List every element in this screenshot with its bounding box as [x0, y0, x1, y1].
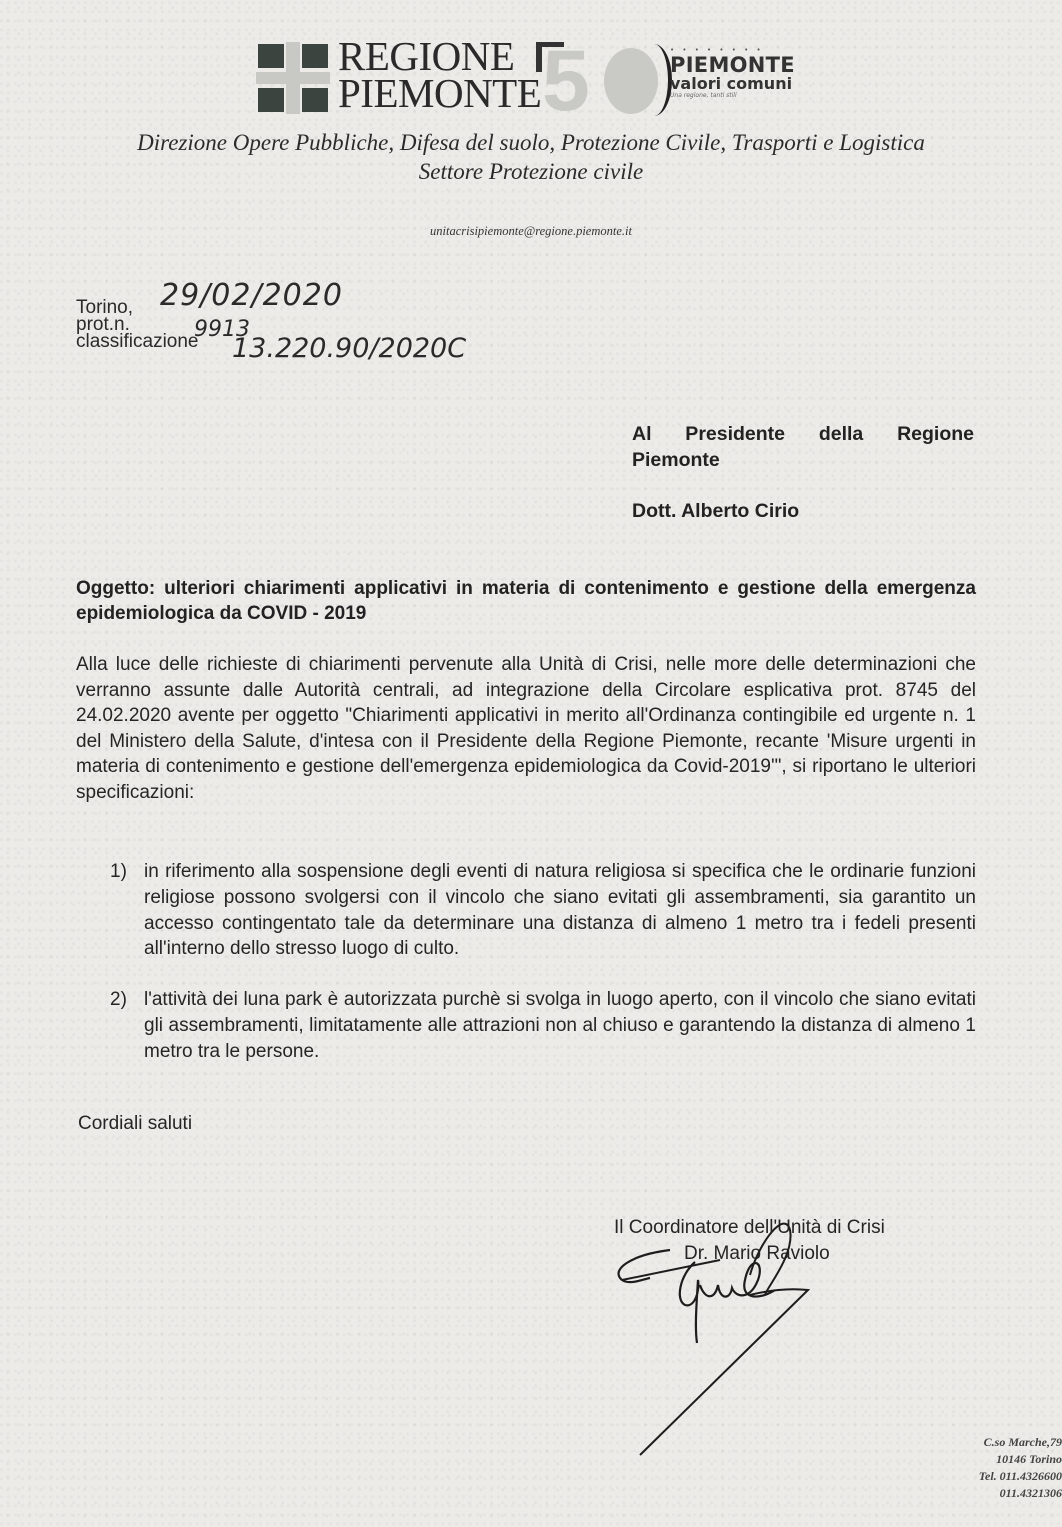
sector-name: Settore Protezione civile — [418, 159, 644, 184]
logo-line-1: REGIONE — [338, 33, 515, 79]
list-item-text: l'attività dei luna park è autorizzata purchè si svolga in luogo aperto, con il vincolo che siano evitati gli assembramenti, limitatamente alle attrazioni non al chiuso e garantendo la distanza di almeno 1 metro tra le persone. — [144, 989, 976, 1062]
anniversary-logo-text — [670, 46, 795, 99]
body-intro-paragraph: Alla luce delle richieste di chiarimenti pervenute alla Unità di Crisi, nelle more delle determinazioni che verranno assunte dalle Autorità centrali, ad integrazione della Circolare esplicativa prot. 8745 del 24.02.2020 avente per oggetto "Chiarimenti applicativi in merito all'Ordinanza contingibile ed urgente n. 1 del Ministero della Salute, d'intesa con il Presidente della Regione Piemonte, recante 'Misure urgenti in materia di contenimento e gestione dell'emergenza epidemiologica da Covid-2019'", si riportano le ulteriori specificazioni: — [76, 654, 976, 803]
regione-piemonte-logo-text — [338, 33, 542, 116]
signer-block — [614, 1215, 885, 1267]
address-city: 10146 Torino — [996, 1452, 1062, 1466]
list-item-text: in riferimento alla sospensione degli eventi di natura religiosa si specifica che le ordinarie funzioni religiose possono svolgersi con il vincolo che siano evitati gli assembramenti, sia garantito un accesso contingentato tale da determinare una distanza di almeno 1 metro tra i fedeli presenti all'interno dello stresso luogo di culto. — [144, 861, 976, 960]
handwritten-protocol-number: 9913 — [194, 317, 250, 342]
logo-line-2: PIEMONTE — [338, 70, 542, 116]
handwritten-date: 29/02/2020 — [160, 278, 343, 313]
contact-email[interactable]: unitacrisipiemonte@regione.piemonte.it — [430, 224, 632, 238]
anniversary-number: 5 — [542, 33, 590, 129]
addressee-title: Al Presidente della Regione Piemonte — [632, 423, 974, 471]
letterhead-department — [0, 128, 1062, 186]
anniversary-bracket — [536, 42, 564, 72]
anniversary-50-logo-icon — [536, 33, 666, 129]
department-name: Direzione Opere Pubbliche, Difesa del suolo, Protezione Civile, Trasporti e Logistica — [137, 130, 925, 155]
addressee-name: Dott. Alberto Cirio — [632, 500, 800, 522]
place-label: Torino, — [76, 297, 134, 318]
signer-role: Il Coordinatore dell'Unità di Crisi — [614, 1217, 885, 1238]
list-item-number: 2) — [110, 989, 127, 1010]
handwritten-classification: 13.220.90/2020C — [232, 333, 467, 364]
anniversary-paren — [636, 44, 672, 116]
closing-salutation: Cordiali saluti — [78, 1113, 193, 1134]
protocol-label: prot.n. — [76, 314, 130, 335]
anniversary-subtitle: valori comuni — [670, 74, 793, 93]
anniversary-title: PIEMONTE — [670, 53, 795, 77]
regione-piemonte-emblem-icon — [256, 42, 330, 114]
list-item-number: 1) — [110, 861, 127, 882]
list-item — [110, 859, 976, 962]
signer-name: Dr. Mario Raviolo — [684, 1243, 830, 1264]
address-phone: Tel. 011.4326600 — [978, 1469, 1062, 1483]
footer-address — [945, 1434, 1062, 1502]
letter-subject: Oggetto: ulteriori chiarimenti applicativi in materia di contenimento e gestione della emergenza epidemiologica da COVID - 2019 — [76, 578, 976, 624]
addressee-block — [632, 421, 974, 524]
list-item — [110, 987, 976, 1064]
classification-label: classificazione — [76, 331, 199, 352]
address-fax: 011.4321306 — [999, 1486, 1062, 1500]
anniversary-dots: • • • • • • • • — [670, 46, 764, 54]
anniversary-tagline: Una regione, tanti stili — [670, 92, 737, 99]
address-street: C.so Marche,79 — [983, 1435, 1062, 1449]
